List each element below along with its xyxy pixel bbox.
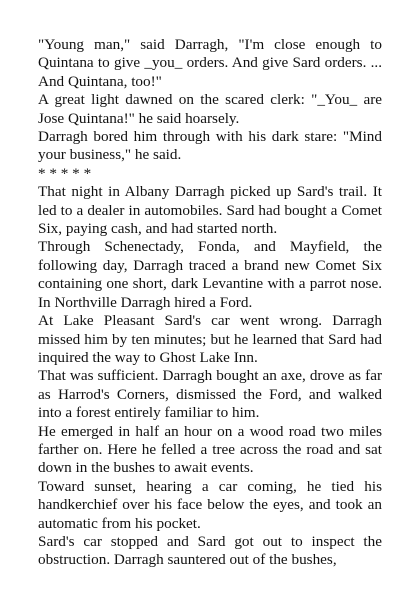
paragraph-wood-road: He emerged in half an hour on a wood road two miles farther on. Here he felled a tree across the road and sat down in the bushes to await events. — [38, 422, 382, 477]
paragraph-albany-trail: That night in Albany Darragh picked up Sard's trail. It led to a dealer in automobiles. Sard had bought a Comet Six, paying cash, and had started north. — [38, 183, 382, 238]
paragraph-clerk-realization: A great light dawned on the scared clerk: "_You_ are Jose Quintana!" he said hoarsely. — [38, 91, 382, 127]
paragraph-axe: That was sufficient. Darragh bought an axe, drove as far as Harrod's Corners, dismissed the Ford, and walked into a forest entirely familiar to him. — [38, 367, 382, 422]
paragraph-sunset: Toward sunset, hearing a car coming, he tied his handkerchief over his face below the eyes, and took an automatic from his pocket. — [38, 477, 382, 532]
book-page — [38, 36, 382, 570]
paragraph-lake-pleasant: At Lake Pleasant Sard's car went wrong. Darragh missed him by ten minutes; but he learned that Sard had inquired the way to Ghost Lake Inn. — [38, 312, 382, 366]
paragraph-mind-your-business: Darragh bored him through with his dark stare: "Mind your business," he said. — [38, 128, 382, 164]
section-separator: * * * * * — [38, 164, 92, 182]
paragraph-sard-stops: Sard's car stopped and Sard got out to inspect the obstruction. Darragh sauntered out of the bushes, — [38, 532, 382, 569]
paragraph-schenectady: Through Schenectady, Fonda, and Mayfield, the following day, Darragh traced a brand new Comet Six containing one short, dark Levantine with a parrot nose. In Northville Darragh hired a Ford. — [38, 238, 382, 311]
paragraph-dialogue-young-man: "Young man," said Darragh, "I'm close enough to Quintana to give _you_ orders. And give Sard orders. ... And Quintana, too!" — [38, 36, 382, 90]
